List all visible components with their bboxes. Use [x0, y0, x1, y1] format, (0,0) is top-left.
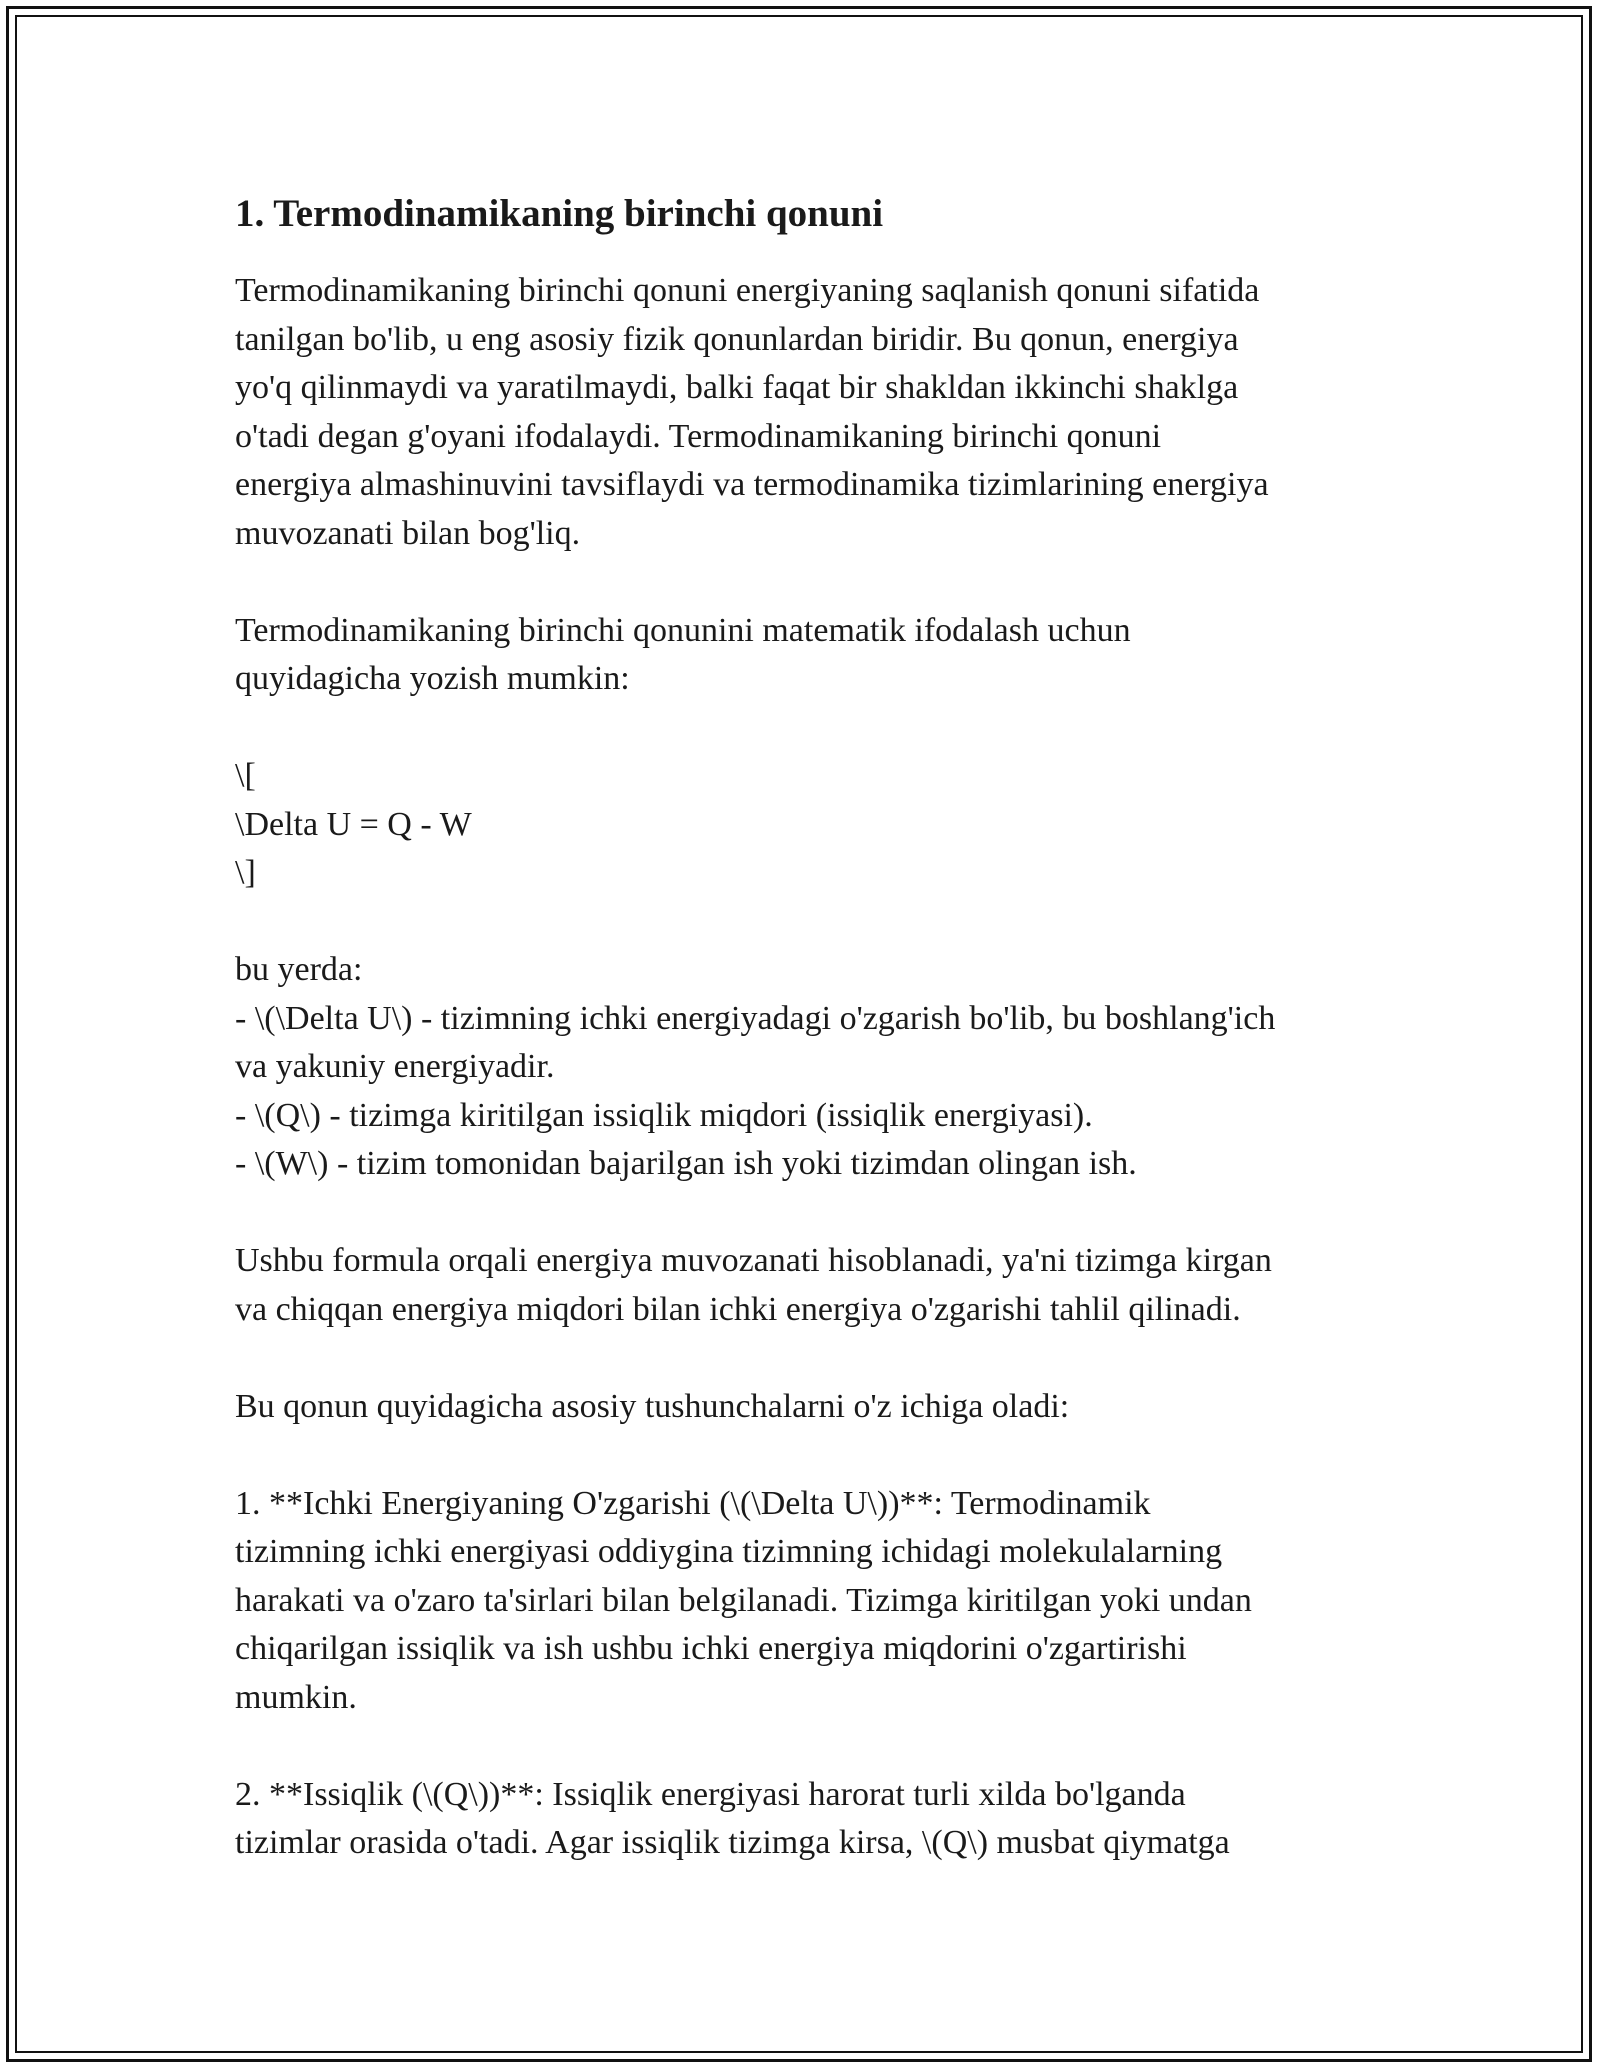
paragraph-gap: [235, 1189, 1375, 1238]
paragraph-gap: [235, 1334, 1375, 1383]
paragraph-gap: [235, 1722, 1375, 1771]
formula-block: \[ \Delta U = Q - W \]: [235, 757, 472, 891]
paragraph-balance: Ushbu formula orqali energiya muvozanati hisoblanadi, ya'ni tizimga kirgan va chiqqan energiya miqdori bilan ichki energiya o'zgarishi tahlil qilinadi.: [235, 1242, 1272, 1328]
paragraph-gap: [235, 558, 1375, 607]
paragraph-gap: [235, 898, 1375, 947]
paragraph-concepts-intro: Bu qonun quyidagicha asosiy tushunchalarni o'z ichiga oladi:: [235, 1387, 1070, 1425]
section-heading: 1. Termodinamikaning birinchi qonuni: [235, 192, 884, 235]
document-body: [235, 183, 1375, 1868]
paragraph-definitions: bu yerda: - \(\Delta U\) - tizimning ichki energiyadagi o'zgarish bo'lib, bu boshlang'ich va yakuniy energiyadir. - \(Q\) - tizimga kiritilgan issiqlik miqdori (issiqlik energiyasi). - \(W\) - tizim tomonidan bajarilgan ish yoki tizimdan olingan ish.: [235, 951, 1276, 1182]
paragraph-gap: [235, 1431, 1375, 1480]
paragraph-gap: [235, 704, 1375, 753]
list-item-heat: 2. **Issiqlik (\(Q\))**: Issiqlik energiyasi harorat turli xilda bo'lganda tizimlar orasida o'tadi. Agar issiqlik tizimga kirsa, \(Q\) musbat qiymatga: [235, 1775, 1230, 1861]
list-item-internal-energy: 1. **Ichki Energiyaning O'zgarishi (\(\Delta U\))**: Termodinamik tizimning ichki energiyasi oddiygina tizimning ichidagi molekulalarning harakati va o'zaro ta'sirlari bilan belgilanadi. Tizimga kiritilgan yoki undan chiqarilgan issiqlik va ish ushbu ichki energiya miqdorini o'zgartirishi mumkin.: [235, 1484, 1252, 1716]
paragraph-intro: Termodinamikaning birinchi qonuni energiyaning saqlanish qonuni sifatida tanilgan bo'lib, u eng asosiy fizik qonunlardan biridir. Bu qonun, energiya yo'q qilinmaydi va yaratilmaydi, balki faqat bir shakldan ikkinchi shaklga o'tadi degan g'oyani ifodalaydi. Termodinamikaning birinchi qonuni energiya almashinuvini tavsiflaydi va termodinamika tizimlarining energiya muvozanati bilan bog'liq.: [235, 272, 1269, 552]
paragraph-formula-intro: Termodinamikaning birinchi qonunini matematik ifodalash uchun quyidagicha yozish mumkin:: [235, 611, 1131, 697]
